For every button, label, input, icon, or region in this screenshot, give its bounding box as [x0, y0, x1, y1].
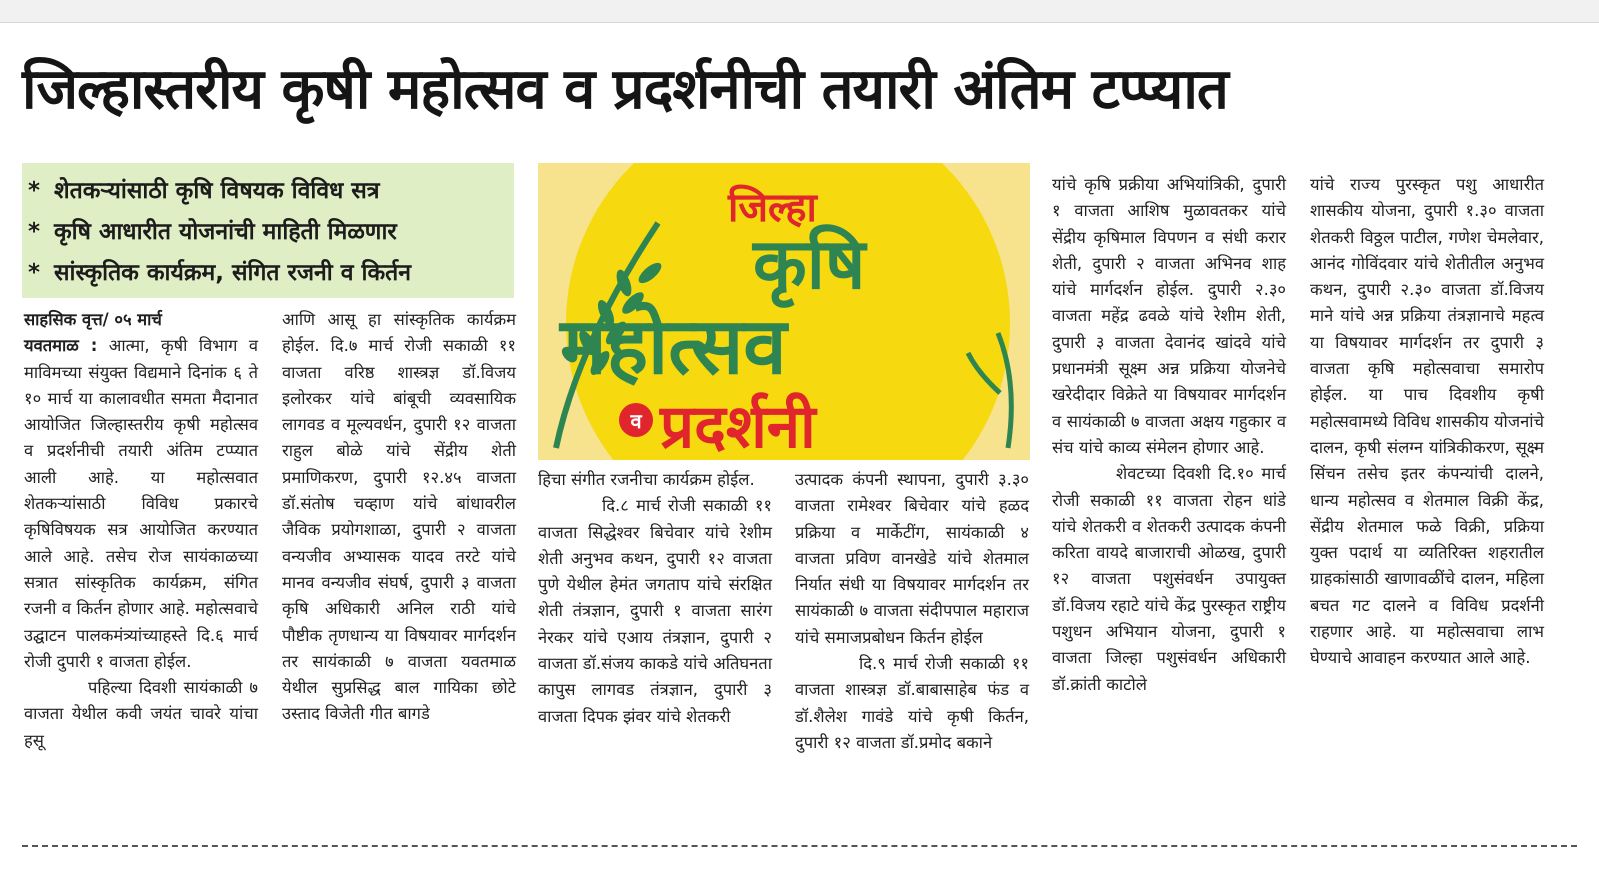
- logo-connector: व: [630, 409, 642, 433]
- bottom-divider: [22, 845, 1577, 847]
- asterisk-icon: *: [28, 219, 41, 245]
- article-paragraph: यांचे राज्य पुरस्कृत पशु आधारीत शासकीय योजना, दुपारी १.३० वाजता शेतकरी विठ्ठल पाटील, गणेश चेमलेवार, आनंद गोविंदवार यांचे शेतीतील अनुभव कथन, दुपारी २.३० वाजता डॉ.विजय माने यांचे अन्न प्रक्रिया तंत्रज्ञानाचे महत्व या विषयावर मार्गदर्शन तर दुपारी ३ वाजता कृषि महोत्सवाचा समारोप होईल. या पाच दिवशीय कृषी महोत्सवामध्ये विविध शासकीय योजनांचे दालन, कृषी संलग्न यांत्रिकीकरण, सूक्ष्म सिंचन तसेच इतर कंपन्यांची दालने, धान्य महोत्सव व शेतमाल विक्री केंद्र, सेंद्रीय शेतमाल फळे विक्री, प्रक्रिया युक्त पदार्थ या व्यतिरिक्त शहरातील ग्राहकांसाठी खाणावळींचे दालन, महिला बचत गट दालने व विविध प्रदर्शनी राहणार आहे. या महोत्सवाचा लाभ घेण्याचे आवाहन करण्यात आले आहे.: [1310, 175, 1544, 668]
- page-top-strip: [0, 0, 1599, 23]
- highlight-text: सांस्कृतिक कार्यक्रम, संगित रजनी व किर्तन: [54, 260, 412, 286]
- article-paragraph: आणि आसू हा सांस्कृतिक कार्यक्रम होईल. दि.७ मार्च रोजी सकाळी ११ वाजता वरिष्ठ शास्त्रज्ञ डॉ.विजय इलोरकर यांचे बांबूची व्यवसायिक लागवड व मूल्यवर्धन, दुपारी १२ वाजता राहुल बोळे यांचे सेंद्रीय शेती प्रमाणिकरण, दुपारी १२.४५ वाजता डॉ.संतोष चव्हाण यांचे बांधावरील जैविक प्रयोगशाळा, दुपारी २ वाजता वन्यजीव अभ्यासक यादव तरटे यांचे मानव वन्यजीव संघर्ष, दुपारी ३ वाजता कृषि अधिकारी अनिल राठी यांचे पौष्टीक तृणधान्य या विषयावर मार्गदर्शन तर सायंकाळी ७ वाजता यवतमाळ येथील सुप्रसिद्ध बाल गायिका छोटे उस्ताद विजेती गीत बागडे: [282, 310, 516, 724]
- article-paragraph: पहिल्या दिवशी सायंकाळी ७ वाजता येथील कवी जयंत चावरे यांचा हसू: [24, 678, 258, 750]
- article-paragraph: यांचे कृषि प्रक्रीया अभियांत्रिकी, दुपारी १ वाजता आशिष मुळावतकर यांचे सेंद्रीय कृषिमाल विपणन व संधी करार शेती, दुपारी २ वाजता अभिनव शाह यांचे मार्गदर्शन होईल. दुपारी २.३० वाजता महेंद्र ढवळे यांचे रेशीम शेती, दुपारी ३ वाजता देवानंद खांदवे यांचे प्रधानमंत्री सूक्ष्म अन्न प्रक्रिया योजनेचे खरेदीदार विक्रेते या विषयावर मार्गदर्शन व सायंकाळी ७ वाजता अक्षय गहुकार व संच यांचे काव्य संमेलन होणार आहे.: [1052, 175, 1286, 457]
- highlight-item: [28, 171, 508, 212]
- asterisk-icon: *: [28, 178, 41, 204]
- logo-line-agriculture: कृषि: [753, 223, 866, 305]
- article-text: आत्मा, कृषी विभाग व माविमच्या संयुक्त विद्यमाने दिनांक ६ ते १० मार्च या कालावधीत समता मैदानात आयोजित जिल्हास्तरीय कृषी महोत्सव व प्रदर्शनीची तयारी अंतिम टप्प्यात आली आहे. या महोत्सवात शेतकऱ्यांसाठी विविध प्रकारचे कृषिविषयक सत्र आयोजित करण्यात आले आहे. तसेच रोज सायंकाळच्या सत्रात सांस्कृतिक कार्यक्रम, संगित रजनी व किर्तन होणार आहे. महोत्सवाचे उद्घाटन पालकमंत्र्यांच्याहस्ते दि.६ मार्च रोजी दुपारी १ वाजता होईल.: [24, 336, 258, 671]
- article-column-3: [538, 467, 772, 730]
- article-column-4: [795, 467, 1029, 756]
- highlight-text: शेतकऱ्यांसाठी कृषि विषयक विविध सत्र: [54, 178, 380, 204]
- place-name: यवतमाळ :: [24, 336, 98, 356]
- highlights-box: [22, 163, 514, 298]
- logo-line-district: जिल्हा: [728, 185, 817, 231]
- logo-line-exhibition: प्रदर्शनी: [660, 392, 816, 460]
- article-paragraph: हिचा संगीत रजनीचा कार्यक्रम होईल.: [538, 470, 755, 489]
- article-paragraph: शेवटच्या दिवशी दि.१० मार्च रोजी सकाळी ११ वाजता रोहन धांडे यांचे शेतकरी व शेतकरी उत्पादक कंपनी करिता वायदे बाजाराची ओळख, दुपारी १२ वाजता पशुसंवर्धन उपायुक्त डॉ.विजय रहाटे यांचे केंद्र पुरस्कृत राष्ट्रीय पशुधन अभियान योजना, दुपारी १ वाजता जिल्हा पशुसंवर्धन अधिकारी डॉ.क्रांती काटोले: [1052, 464, 1286, 694]
- article-column-6: [1310, 172, 1544, 672]
- highlight-item: [28, 212, 508, 253]
- article-paragraph: दि.९ मार्च रोजी सकाळी ११ वाजता शास्त्रज्ञ डॉ.बाबासाहेब फंड व डॉ.शैलेश गावंडे यांचे कृषी किर्तन, दुपारी १२ वाजता डॉ.प्रमोद बकाने: [795, 654, 1029, 752]
- logo-line-festival: महोत्सव: [560, 302, 787, 392]
- article-paragraph: दि.८ मार्च रोजी सकाळी ११ वाजता सिद्धेश्वर बिचेवार यांचे रेशीम शेती अनुभव कथन, दुपारी १२ वाजता पुणे येथील हेमंत जगताप यांचे संरक्षित शेती तंत्रज्ञान, दुपारी १ वाजता सारंग नेरकर यांचे एआय तंत्रज्ञान, दुपारी २ वाजता डॉ.संजय काकडे यांचे अतिघनता कापुस लागवड तंत्रज्ञान, दुपारी ३ वाजता दिपक झंवर यांचे शेतकरी: [538, 496, 772, 726]
- article-column-5: [1052, 172, 1286, 698]
- highlight-text: कृषि आधारीत योजनांची माहिती मिळणार: [54, 219, 397, 245]
- article-column-2: [282, 307, 516, 728]
- asterisk-icon: *: [28, 260, 41, 286]
- article-column-1: [24, 307, 258, 754]
- dateline: साहसिक वृत्त/ ०५ मार्च: [24, 310, 162, 329]
- headline: जिल्हास्तरीय कृषी महोत्सव व प्रदर्शनीची तयारी अंतिम टप्प्यात: [22, 57, 1228, 122]
- article-lead-paragraph: [24, 333, 258, 675]
- festival-logo: [538, 163, 1030, 460]
- article-paragraph: उत्पादक कंपनी स्थापना, दुपारी ३.३० वाजता रामेश्वर बिचेवार यांचे हळद प्रक्रिया व मार्केटींग, सायंकाळी ४ वाजता प्रविण वानखेडे यांचे शेतमाल निर्यात संधी या विषयावर मार्गदर्शन तर सायंकाळी ७ वाजता संदीपपाल महाराज यांचे समाजप्रबोधन किर्तन होईल: [795, 470, 1029, 647]
- highlight-item: [28, 253, 508, 294]
